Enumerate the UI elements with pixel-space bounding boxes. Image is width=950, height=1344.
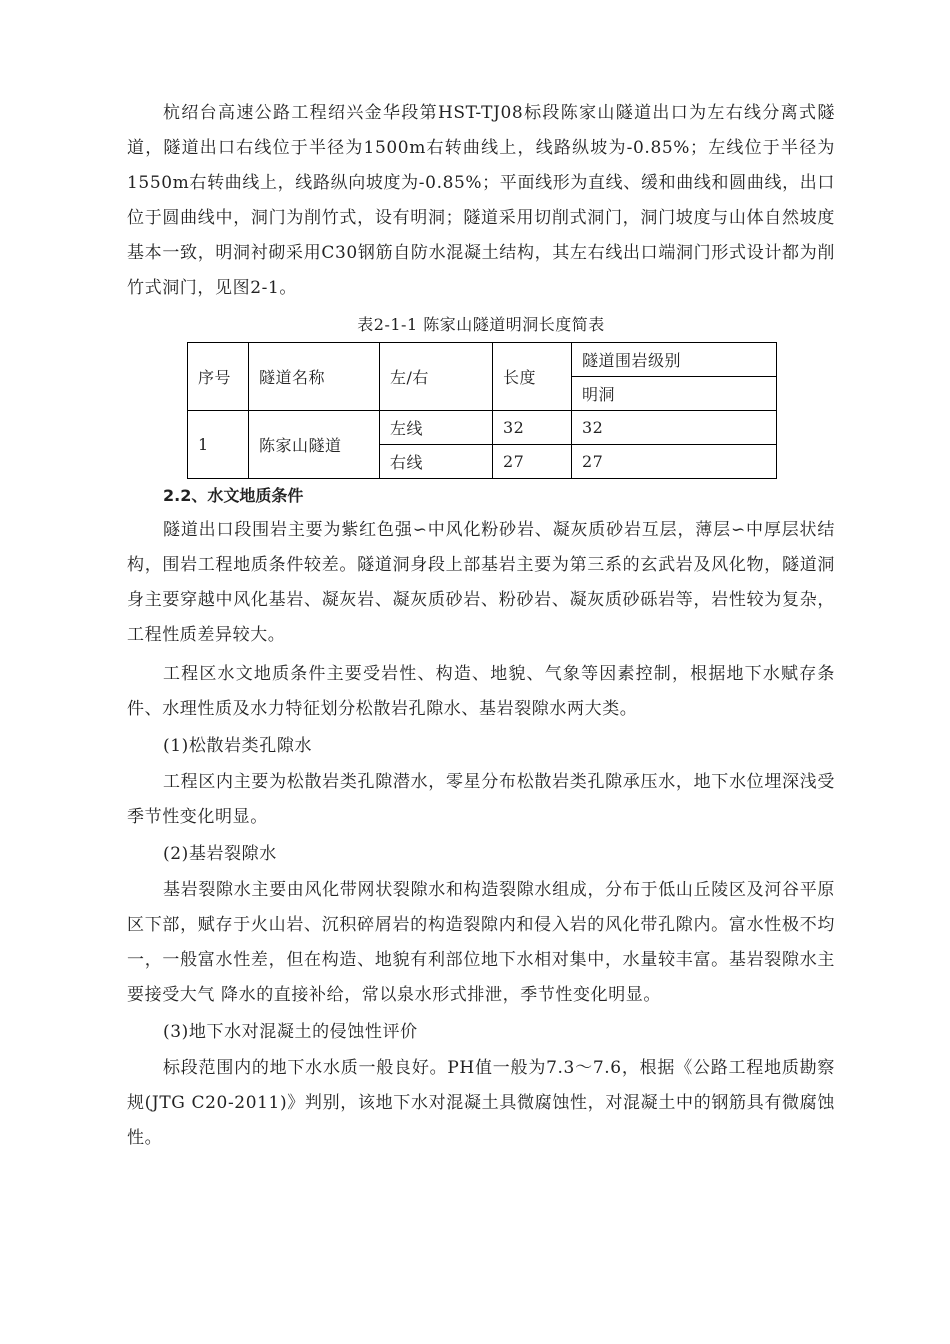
header-grade-group: 隧道围岩级别 <box>572 343 777 377</box>
subheading-corrosion: (3)地下水对混凝土的侵蚀性评价 <box>163 1022 418 1042</box>
header-name: 隧道名称 <box>249 343 380 411</box>
subheading-pore-water: (1)松散岩类孔隙水 <box>163 736 313 756</box>
cell-index: 1 <box>188 411 249 479</box>
cell-left-label: 左线 <box>380 411 493 445</box>
paragraph-geology: 隧道出口段围岩主要为紫红色强∽中风化粉砂岩、凝灰质砂岩互层，薄层∽中厚层状结构，围岩工程地质条件较差。隧道洞身段上部基岩主要为第三系的玄武岩及风化物，隧道洞身主要穿越中风化基岩、凝灰岩、凝灰质砂岩、粉砂岩、凝灰质砂砾岩等，岩性较为复杂，工程性质差异较大。 <box>127 520 835 645</box>
table-row <box>188 411 777 445</box>
header-grade-sub: 明洞 <box>572 377 777 411</box>
tunnel-length-table <box>187 342 777 479</box>
header-length: 长度 <box>493 343 572 411</box>
paragraph-hydrology: 工程区水文地质条件主要受岩性、构造、地貌、气象等因素控制，根据地下水赋存条件、水理性质及水力特征划分松散岩孔隙水、基岩裂隙水两大类。 <box>127 664 835 719</box>
paragraph-pore-water: 工程区内主要为松散岩类孔隙潜水，零星分布松散岩类孔隙承压水，地下水位埋深浅受季节性变化明显。 <box>127 772 835 827</box>
header-index: 序号 <box>188 343 249 411</box>
cell-left-open: 32 <box>572 411 777 445</box>
subheading-fissure-water: (2)基岩裂隙水 <box>163 844 277 864</box>
intro-paragraph: 杭绍台高速公路工程绍兴金华段第HST-TJ08标段陈家山隧道出口为左右线分离式隧道，隧道出口右线位于半径为1500m右转曲线上，线路纵坡为-0.85%；左线位于半径为1550m右转曲线上，线路纵向坡度为-0.85%；平面线形为直线、缓和曲线和圆曲线，出口位于圆曲线中，洞门为削竹式，设有明洞；隧道采用切削式洞门，洞门坡度与山体自然坡度基本一致，明洞衬砌采用C30钢筋自防水混凝土结构，其左右线出口端洞门形式设计都为削竹式洞门，见图2-1。 <box>127 103 835 298</box>
table-header-row <box>188 343 777 377</box>
cell-left-length: 32 <box>493 411 572 445</box>
paragraph-corrosion: 标段范围内的地下水水质一般良好。PH值一般为7.3～7.6，根据《公路工程地质勘察规(JTG C20-2011)》判别，该地下水对混凝土具微腐蚀性，对混凝土中的钢筋具有微腐蚀性。 <box>127 1058 835 1148</box>
cell-name: 陈家山隧道 <box>249 411 380 479</box>
cell-right-open: 27 <box>572 445 777 479</box>
cell-right-length: 27 <box>493 445 572 479</box>
paragraph-fissure-water: 基岩裂隙水主要由风化带网状裂隙水和构造裂隙水组成，分布于低山丘陵区及河谷平原区下部，赋存于火山岩、沉积碎屑岩的构造裂隙内和侵入岩的风化带孔隙内。富水性极不均一，一般富水性差，但在构造、地貌有利部位地下水相对集中，水量较丰富。基岩裂隙水主要接受大气 降水的直接补给，常以泉水形式排泄，季节性变化明显。 <box>127 880 835 1005</box>
table-caption: 表2-1-1 陈家山隧道明洞长度简表 <box>357 315 605 334</box>
header-side: 左/右 <box>380 343 493 411</box>
document-page <box>127 96 835 1156</box>
cell-right-label: 右线 <box>380 445 493 479</box>
section-heading: 2.2、水文地质条件 <box>163 486 304 505</box>
